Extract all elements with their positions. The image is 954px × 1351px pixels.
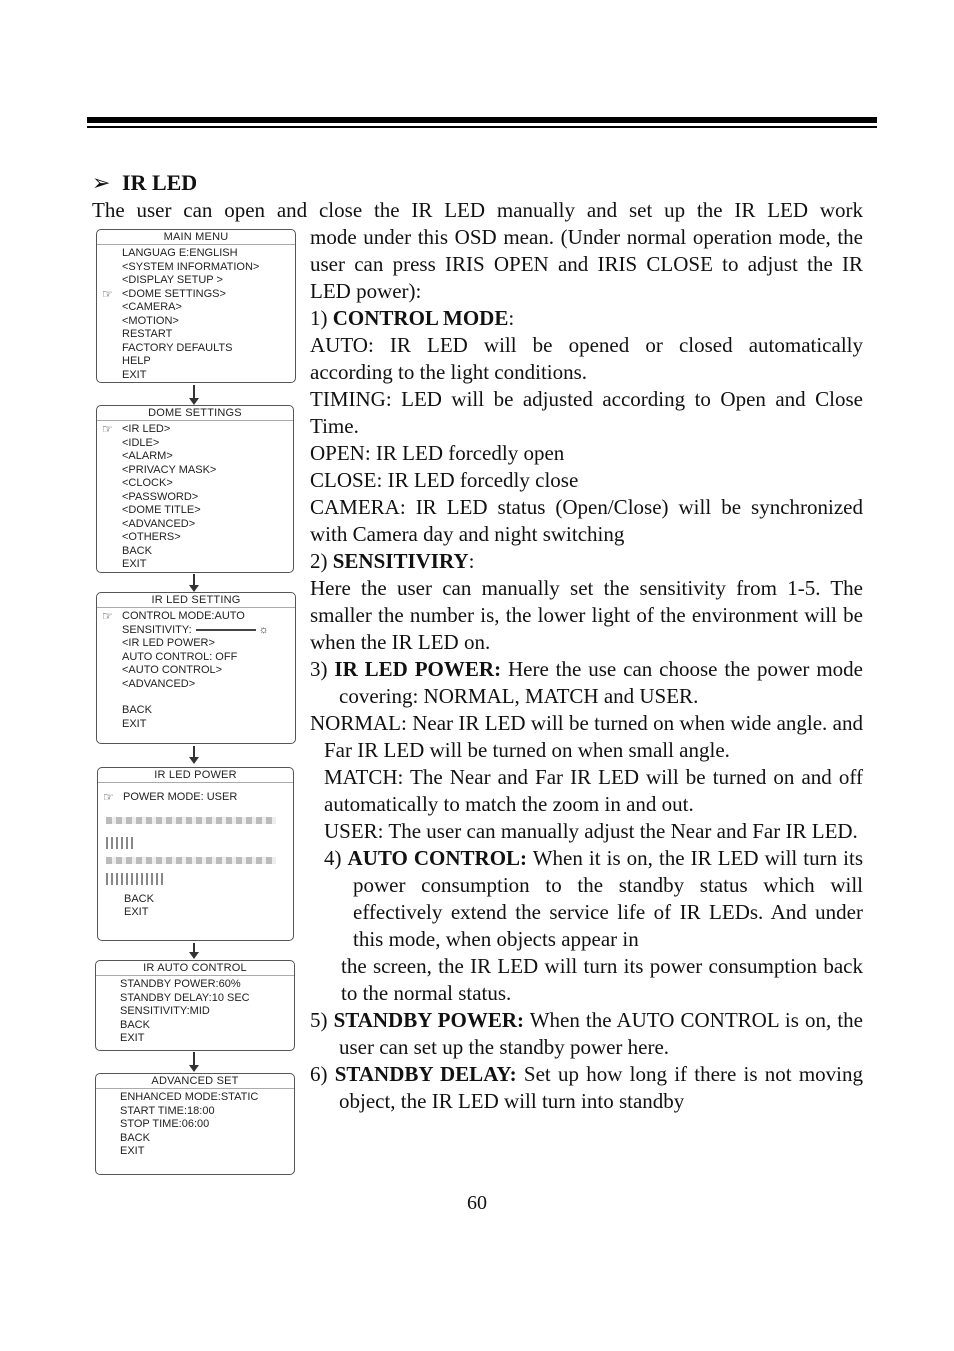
pointer-hand-icon: ☞ bbox=[102, 609, 113, 623]
osd-ir-auto-control: IR AUTO CONTROL STANDBY POWER:60% STANDBY DELAY:10 SEC SENSITIVITY:MID BACK EXIT bbox=[95, 960, 295, 1051]
section-heading: ➢ IR LED bbox=[92, 170, 198, 195]
pointer-hand-icon: ☞ bbox=[103, 790, 114, 804]
header-rule-thick bbox=[87, 117, 877, 123]
header-rule-thin bbox=[87, 126, 877, 128]
bullet-arrow-icon: ➢ bbox=[92, 170, 111, 195]
near-zoom-bars bbox=[106, 831, 293, 853]
osd-main-menu: MAIN MENU LANGUAG E:ENGLISH <SYSTEM INFORMATION> <DISPLAY SETUP > ☞ <DOME SETTINGS> <CAMERA> <MOTION> RESTART FACTORY DEFAULTS HELP EXIT bbox=[96, 229, 296, 383]
far-zoom-bars bbox=[106, 871, 293, 887]
flow-arrow-down bbox=[193, 385, 195, 399]
page-number: 60 bbox=[467, 1192, 487, 1214]
osd-advanced-set: ADVANCED SET ENHANCED MODE:STATIC START TIME:18:00 STOP TIME:06:00 BACK EXIT bbox=[95, 1073, 295, 1175]
body-text: mode under this OSD mean. (Under normal operation mode, the user can press IRIS OPEN and IRIS CLOSE to adjust the IR LED power): 1) CONTROL MODE: AUTO: IR LED will be opened or closed automatically according to the light conditions. TIMING: LED will be adjusted according to Open and Close Time. OPEN: IR LED forcedly open CLOSE: IR LED forcedly close CAMERA: IR LED status (Open/Close) will be synchronized with Camera day and night switching 2) SENSITIVIRY: Here the user can manually set the sensitivity from 1-5. The smaller the number is, the lower light of the environment will be when the IR LED on. 3) IR LED POWER: Here the use can choose the power mode covering: NORMAL, MATCH and USER. NORMAL: Near IR LED will be turned on when wide angle. and Far IR LED will be turned on when small angle. MATCH: The Near and Far IR LED will be turned on and off automatically to match the zoom in and out. USER: The user can manually adjust the Near and Far IR LED. 4) AUTO CONTROL: When it is on, the IR LED will turn its power consumption to the standby status which will effectively extend the service life of IR LEDs. And under this mode, when objects appear in the screen, the IR LED will turn its power consumption back to the normal status. 5) STANDBY POWER: When the AUTO CONTROL is on, the user can set up the standby power here. 6) STANDBY DELAY: Set up how long if there is not moving object, the IR LED will turn into standby bbox=[310, 225, 863, 1113]
flow-arrow-down bbox=[193, 943, 195, 953]
sun-icon: ☼ bbox=[255, 623, 269, 636]
far-led-level-bars bbox=[106, 853, 293, 871]
flow-arrow-down bbox=[193, 1052, 195, 1066]
osd-title: MAIN MENU bbox=[97, 230, 295, 245]
intro-line: The user can open and close the IR LED manually and set up the IR LED work bbox=[92, 198, 863, 222]
flow-arrow-down bbox=[193, 574, 195, 586]
osd-ir-led-power: IR LED POWER ☞ POWER MODE: USER BACK EXIT bbox=[97, 767, 294, 941]
near-led-level-bars bbox=[106, 813, 293, 831]
pointer-hand-icon: ☞ bbox=[102, 422, 113, 436]
osd-ir-led-setting: IR LED SETTING ☞ CONTROL MODE:AUTO SENSITIVITY: ☼ <IR LED POWER> AUTO CONTROL: OFF <AUTO CONTROL> <ADVANCED> BACK EXIT bbox=[96, 592, 296, 744]
pointer-hand-icon: ☞ bbox=[102, 286, 113, 301]
sensitivity-slider-icon bbox=[196, 629, 256, 631]
flow-arrow-down bbox=[193, 746, 195, 758]
osd-dome-settings: DOME SETTINGS ☞ <IR LED> <IDLE> <ALARM> <PRIVACY MASK> <CLOCK> <PASSWORD> <DOME TITLE> <ADVANCED> <OTHERS> BACK EXIT bbox=[96, 405, 294, 573]
